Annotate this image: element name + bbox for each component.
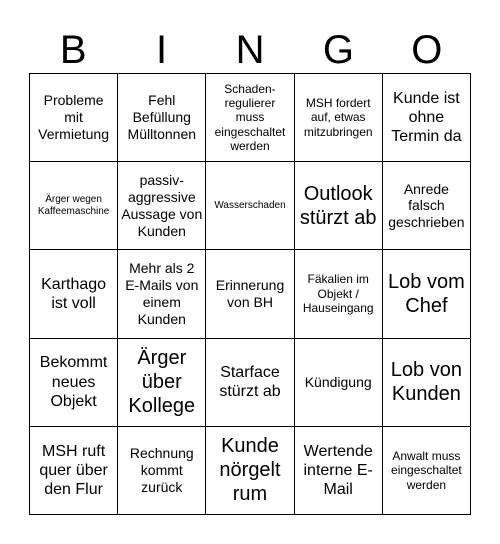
bingo-cell[interactable]: Rechnung kommt zurück <box>118 427 206 515</box>
bingo-cell[interactable]: MSH fordert auf, etwas mitzubringen <box>295 74 383 162</box>
bingo-cell[interactable]: Wasserschaden <box>206 162 294 250</box>
bingo-grid <box>29 73 471 515</box>
bingo-cell[interactable]: Ärger wegen Kaffeemaschine <box>30 162 118 250</box>
bingo-cell[interactable]: passiv-aggressive Aussage von Kunden <box>118 162 206 250</box>
header-letter-b: B <box>59 28 87 72</box>
bingo-cell[interactable]: Outlook stürzt ab <box>295 162 383 250</box>
bingo-cell[interactable]: Kunde nörgelt rum <box>206 427 294 515</box>
bingo-cell[interactable]: Anrede falsch geschrieben <box>383 162 471 250</box>
bingo-cell[interactable]: Mehr als 2 E-Mails von einem Kunden <box>118 250 206 338</box>
header-letter-g: G <box>322 28 354 72</box>
bingo-cell[interactable]: Erinnerung von BH <box>206 250 294 338</box>
bingo-cell[interactable]: Karthago ist voll <box>30 250 118 338</box>
bingo-cell[interactable]: Probleme mit Vermietung <box>30 74 118 162</box>
bingo-cell[interactable]: Ärger über Kollege <box>118 339 206 427</box>
bingo-cell[interactable]: Fäkalien im Objekt / Hauseingang <box>295 250 383 338</box>
bingo-cell[interactable]: Anwalt muss eingeschaltet werden <box>383 427 471 515</box>
bingo-cell[interactable]: Bekommt neues Objekt <box>30 339 118 427</box>
bingo-header <box>29 26 471 74</box>
header-letter-i: I <box>156 28 168 72</box>
bingo-cell[interactable]: MSH ruft quer über den Flur <box>30 427 118 515</box>
bingo-cell[interactable]: Schaden-regulierer muss eingeschaltet werden <box>206 74 294 162</box>
bingo-cell[interactable]: Lob von Kunden <box>383 339 471 427</box>
bingo-cell[interactable]: Fehl Befüllung Mülltonnen <box>118 74 206 162</box>
bingo-cell[interactable]: Lob vom Chef <box>383 250 471 338</box>
header-letter-o: O <box>411 28 443 72</box>
header-letter-n: N <box>235 28 265 72</box>
bingo-cell[interactable]: Kündigung <box>295 339 383 427</box>
bingo-cell[interactable]: Wertende interne E-Mail <box>295 427 383 515</box>
bingo-cell[interactable]: Starface stürzt ab <box>206 339 294 427</box>
bingo-cell[interactable]: Kunde ist ohne Termin da <box>383 74 471 162</box>
